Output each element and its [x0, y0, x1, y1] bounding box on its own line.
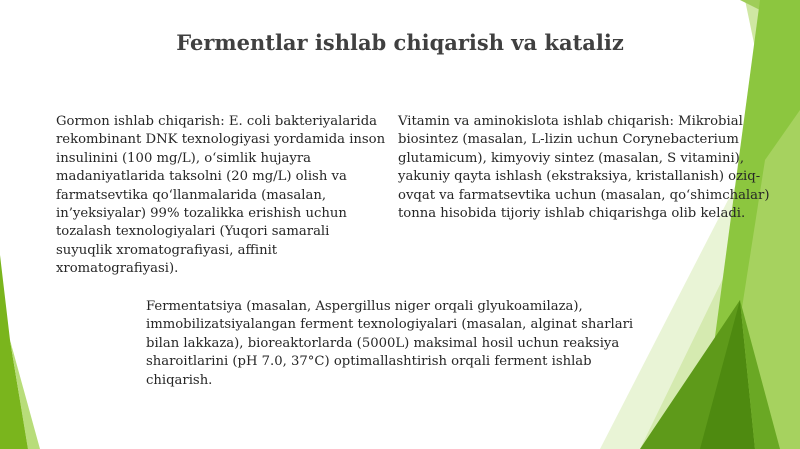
text-block-hormone-production: Gormon ishlab chiqarish: E. coli bakteriyalarida rekombinant DNK texnologiyasi yordamida inson insulinini (100 mg/L), o‘simlik hujayra madaniyatlarida taksolni (20 mg/L) olish va farmatsevtika qo‘llanmalarida (masalan, in’yeksiyalar) 99% tozalikka erishish uchun tozalash texnologiyalari (Yuqori samarali suyuqlik xromatografiyasi, affinit xromatografiyasi).	[56, 114, 386, 277]
text-block-vitamin-production: Vitamin va aminokislota ishlab chiqarish: Mikrobial biosintez (masalan, L-lizin uchun Corynebacterium glutamicum), kimyoviy sintez (masalan, S vitamini), yakuniy qayta ishlash (ekstraksiya, kristallanish) oziq-ovqat va farmatsevtika uchun (masalan, qo‘shimchalar) tonna hisobida tijoriy ishlab chiqarishga olib keladi.	[398, 114, 770, 222]
slide-title: Fermentlar ishlab chiqarish va kataliz	[176, 30, 624, 55]
text-block-enzyme-fermentation: Fermentatsiya (masalan, Aspergillus niger orqali glyukoamilaza), immobilizatsiyalangan ferment texnologiyalari (masalan, alginat sharlari bilan lakkaza), bioreaktorlarda (5000L) maksimal hosil uchun reaksiya sharoitlarini (pH 7.0, 37°C) optimallashtirish orqali ferment ishlab chiqarish.	[146, 299, 634, 388]
